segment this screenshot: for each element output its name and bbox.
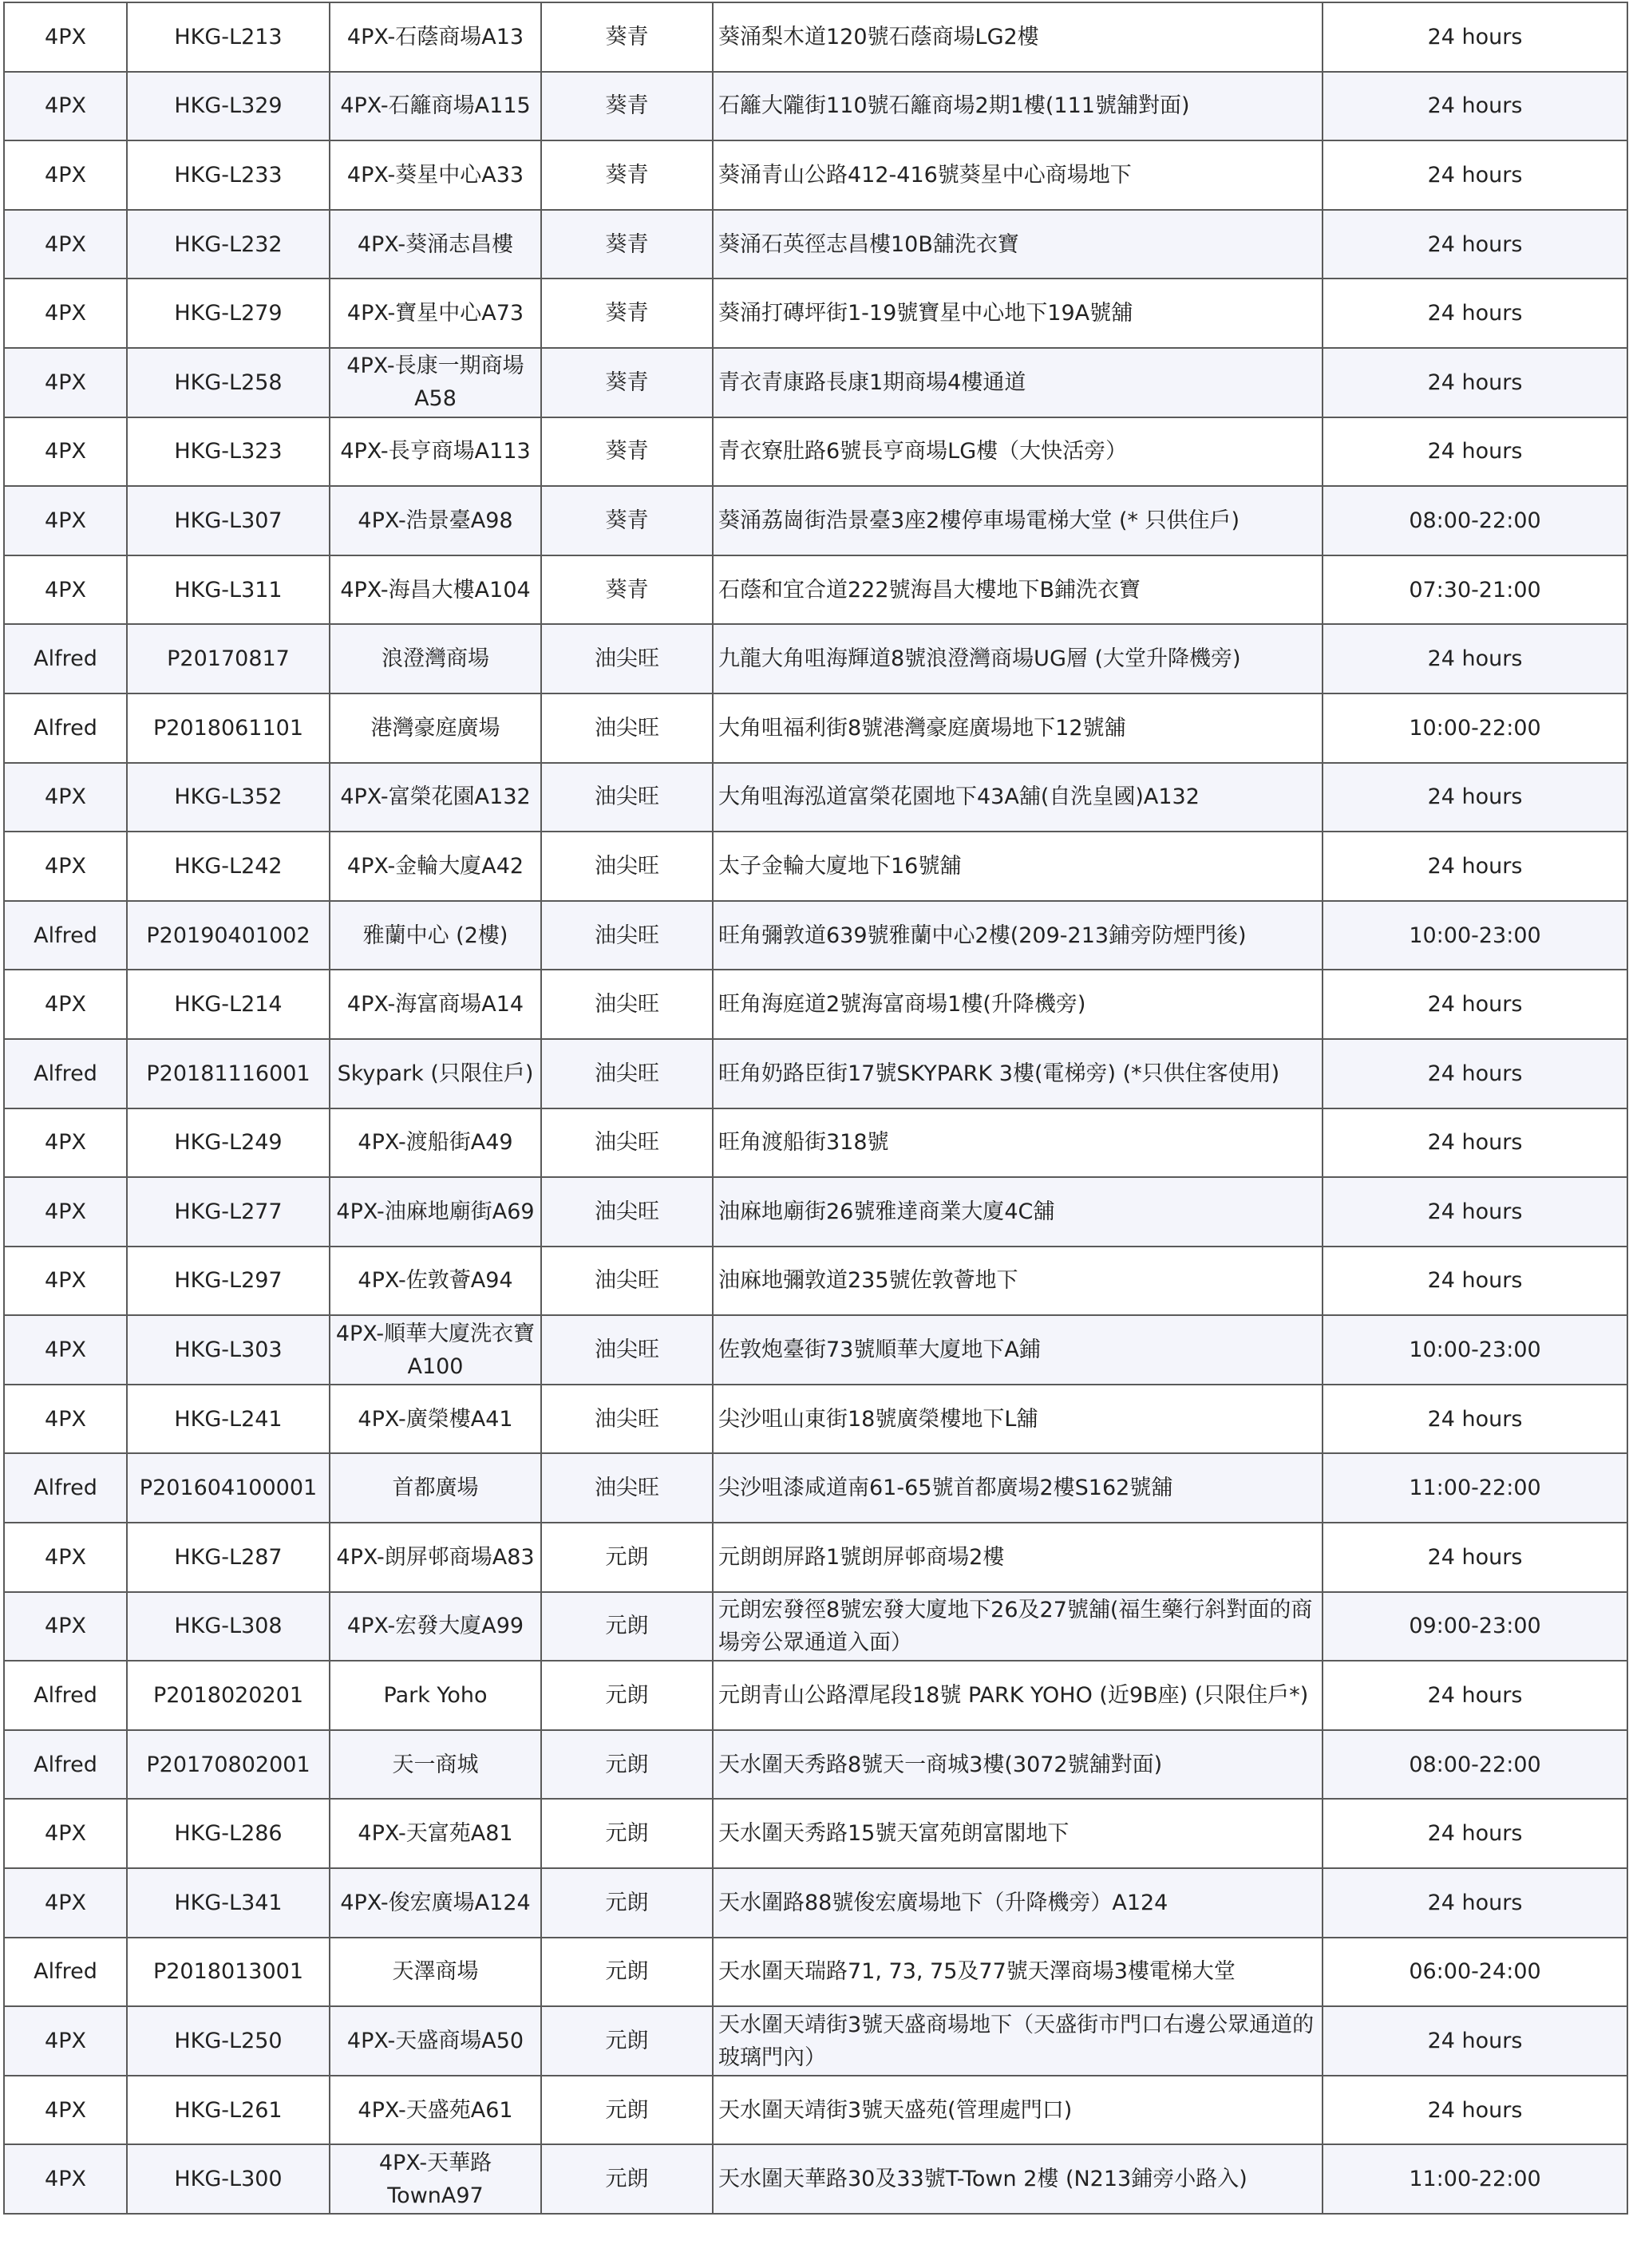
table-row [4,832,1627,901]
district-cell: 元朗 [541,1592,713,1661]
locker-name-cell: 4PX-廣榮樓A41 [330,1385,541,1454]
locker-name-cell: Skypark (只限住戶) [330,1039,541,1108]
opening-hours-cell: 10:00-23:00 [1323,901,1627,970]
district-cell: 油尖旺 [541,1247,713,1316]
locker-code-cell: P2018013001 [127,1938,330,2007]
opening-hours-cell: 24 hours [1323,210,1627,279]
district-cell: 油尖旺 [541,763,713,832]
address-cell: 天水圍天靖街3號天盛苑(管理處門口) [713,2076,1323,2145]
address-cell: 青衣青康路長康1期商場4樓通道 [713,348,1323,417]
locker-code-cell: HKG-L214 [127,970,330,1039]
table-row [4,901,1627,970]
locker-name-cell: 4PX-天盛苑A61 [330,2076,541,2145]
locker-name-cell: 浪澄灣商場 [330,624,541,693]
table-row [4,2076,1627,2145]
locker-name-cell: 4PX-天盛商場A50 [330,2006,541,2076]
locker-name-cell: 4PX-金輪大廈A42 [330,832,541,901]
address-cell: 佐敦炮臺街73號順華大廈地下A鋪 [713,1315,1323,1385]
opening-hours-cell: 08:00-22:00 [1323,1730,1627,1800]
table-row [4,1730,1627,1800]
provider-cell: 4PX [4,140,127,210]
address-cell: 石籬大隴街110號石籬商場2期1樓(111號舖對面) [713,72,1323,141]
locker-name-cell: 天澤商場 [330,1938,541,2007]
address-cell: 油麻地彌敦道235號佐敦薈地下 [713,1247,1323,1316]
provider-cell: Alfred [4,1039,127,1108]
address-cell: 大角咀福利街8號港灣豪庭廣場地下12號舖 [713,693,1323,763]
table-row [4,486,1627,555]
address-cell: 旺角海庭道2號海富商場1樓(升降機旁) [713,970,1323,1039]
table-row [4,555,1627,625]
district-cell: 元朗 [541,1730,713,1800]
opening-hours-cell: 09:00-23:00 [1323,1592,1627,1661]
address-cell: 大角咀海泓道富榮花園地下43A舖(自洗皇國)A132 [713,763,1323,832]
provider-cell: 4PX [4,1592,127,1661]
provider-cell: 4PX [4,2006,127,2076]
opening-hours-cell: 24 hours [1323,1523,1627,1592]
locker-code-cell: HKG-L323 [127,417,330,487]
provider-cell: 4PX [4,279,127,348]
district-cell: 元朗 [541,1523,713,1592]
district-cell: 葵青 [541,486,713,555]
provider-cell: 4PX [4,1247,127,1316]
address-cell: 天水圍天秀路15號天富苑朗富閣地下 [713,1799,1323,1868]
table-row [4,1108,1627,1178]
district-cell: 油尖旺 [541,1315,713,1385]
provider-cell: 4PX [4,1108,127,1178]
opening-hours-cell: 24 hours [1323,140,1627,210]
district-cell: 葵青 [541,72,713,141]
table-row [4,140,1627,210]
provider-cell: 4PX [4,1868,127,1938]
locker-code-cell: HKG-L329 [127,72,330,141]
address-cell: 天水圍天秀路8號天一商城3樓(3072號舖對面) [713,1730,1323,1800]
provider-cell: 4PX [4,1799,127,1868]
opening-hours-cell: 24 hours [1323,1868,1627,1938]
locker-code-cell: HKG-L232 [127,210,330,279]
locker-code-cell: HKG-L242 [127,832,330,901]
locker-code-cell: P20170817 [127,624,330,693]
district-cell: 葵青 [541,279,713,348]
opening-hours-cell: 24 hours [1323,1108,1627,1178]
table-row [4,624,1627,693]
district-cell: 油尖旺 [541,693,713,763]
locker-name-cell: 4PX-油麻地廟街A69 [330,1177,541,1247]
locker-name-cell: 4PX-宏發大廈A99 [330,1592,541,1661]
table-row [4,279,1627,348]
provider-cell: Alfred [4,693,127,763]
address-cell: 旺角渡船街318號 [713,1108,1323,1178]
locker-code-cell: HKG-L213 [127,2,330,72]
address-cell: 旺角彌敦道639號雅蘭中心2樓(209-213鋪旁防煙門後) [713,901,1323,970]
district-cell: 葵青 [541,210,713,279]
locker-name-cell: 雅蘭中心 (2樓) [330,901,541,970]
address-cell: 天水圍天華路30及33號T-Town 2樓 (N213鋪旁小路入) [713,2144,1323,2214]
opening-hours-cell: 24 hours [1323,624,1627,693]
table-row [4,693,1627,763]
table-row [4,2144,1627,2214]
opening-hours-cell: 10:00-23:00 [1323,1315,1627,1385]
address-cell: 旺角奶路臣街17號SKYPARK 3樓(電梯旁) (*只供住客使用) [713,1039,1323,1108]
address-cell: 葵涌梨木道120號石蔭商場LG2樓 [713,2,1323,72]
table-row [4,417,1627,487]
provider-cell: 4PX [4,832,127,901]
district-cell: 油尖旺 [541,1177,713,1247]
locker-code-cell: HKG-L307 [127,486,330,555]
district-cell: 油尖旺 [541,1039,713,1108]
locker-code-cell: HKG-L277 [127,1177,330,1247]
locker-code-cell: HKG-L311 [127,555,330,625]
table-row [4,1247,1627,1316]
address-cell: 葵涌石英徑志昌樓10B舖洗衣寶 [713,210,1323,279]
opening-hours-cell: 11:00-22:00 [1323,1453,1627,1523]
provider-cell: Alfred [4,901,127,970]
provider-cell: 4PX [4,763,127,832]
opening-hours-cell: 24 hours [1323,1247,1627,1316]
opening-hours-cell: 24 hours [1323,832,1627,901]
opening-hours-cell: 24 hours [1323,1039,1627,1108]
table-row [4,2006,1627,2076]
locker-name-cell: 4PX-長康一期商場A58 [330,348,541,417]
opening-hours-cell: 24 hours [1323,1661,1627,1730]
locker-name-cell: 4PX-俊宏廣場A124 [330,1868,541,1938]
address-cell: 元朗青山公路潭尾段18號 PARK YOHO (近9B座) (只限住戶*) [713,1661,1323,1730]
locker-code-cell: P20181116001 [127,1039,330,1108]
locker-code-cell: P2018061101 [127,693,330,763]
table-row [4,1868,1627,1938]
address-cell: 元朗宏發徑8號宏發大廈地下26及27號舖(福生藥行斜對面的商場旁公眾通道入面） [713,1592,1323,1661]
opening-hours-cell: 24 hours [1323,970,1627,1039]
locker-name-cell: 4PX-渡船街A49 [330,1108,541,1178]
district-cell: 油尖旺 [541,970,713,1039]
opening-hours-cell: 24 hours [1323,72,1627,141]
district-cell: 元朗 [541,1799,713,1868]
provider-cell: 4PX [4,210,127,279]
locker-name-cell: 4PX-浩景臺A98 [330,486,541,555]
provider-cell: Alfred [4,624,127,693]
provider-cell: 4PX [4,417,127,487]
table-row [4,1039,1627,1108]
locker-code-cell: HKG-L300 [127,2144,330,2214]
locker-code-cell: HKG-L352 [127,763,330,832]
table-row [4,348,1627,417]
locker-code-cell: HKG-L261 [127,2076,330,2145]
table-row [4,210,1627,279]
locker-code-cell: HKG-L308 [127,1592,330,1661]
opening-hours-cell: 06:00-24:00 [1323,1938,1627,2007]
locker-name-cell: 4PX-順華大廈洗衣寶A100 [330,1315,541,1385]
locker-name-cell: 4PX-寶星中心A73 [330,279,541,348]
provider-cell: 4PX [4,348,127,417]
provider-cell: 4PX [4,970,127,1039]
locker-code-cell: HKG-L287 [127,1523,330,1592]
locker-code-cell: P2018020201 [127,1661,330,1730]
locker-name-cell: 4PX-葵星中心A33 [330,140,541,210]
locker-code-cell: HKG-L341 [127,1868,330,1938]
address-cell: 天水圍天瑞路71, 73, 75及77號天澤商場3樓電梯大堂 [713,1938,1323,2007]
locker-code-cell: HKG-L286 [127,1799,330,1868]
provider-cell: Alfred [4,1453,127,1523]
locker-name-cell: 4PX-葵涌志昌樓 [330,210,541,279]
address-cell: 天水圍路88號俊宏廣場地下（升降機旁）A124 [713,1868,1323,1938]
table-row [4,763,1627,832]
table-row [4,1661,1627,1730]
district-cell: 元朗 [541,1868,713,1938]
provider-cell: Alfred [4,1661,127,1730]
district-cell: 葵青 [541,417,713,487]
locker-code-cell: HKG-L258 [127,348,330,417]
address-cell: 青衣寮肚路6號長亨商場LG樓（大快活旁） [713,417,1323,487]
table-row [4,1938,1627,2007]
opening-hours-cell: 24 hours [1323,2006,1627,2076]
locker-code-cell: P20170802001 [127,1730,330,1800]
provider-cell: 4PX [4,2144,127,2214]
district-cell: 葵青 [541,348,713,417]
table-row [4,1592,1627,1661]
district-cell: 元朗 [541,1938,713,2007]
district-cell: 葵青 [541,2,713,72]
table-row [4,72,1627,141]
locker-location-table [3,2,1628,2215]
locker-name-cell: 4PX-佐敦薈A94 [330,1247,541,1316]
provider-cell: 4PX [4,72,127,141]
locker-name-cell: Park Yoho [330,1661,541,1730]
provider-cell: 4PX [4,2,127,72]
locker-name-cell: 4PX-海富商場A14 [330,970,541,1039]
opening-hours-cell: 08:00-22:00 [1323,486,1627,555]
table-body [4,2,1627,2214]
locker-code-cell: HKG-L279 [127,279,330,348]
opening-hours-cell: 24 hours [1323,2076,1627,2145]
locker-code-cell: HKG-L241 [127,1385,330,1454]
locker-name-cell: 天一商城 [330,1730,541,1800]
provider-cell: 4PX [4,1315,127,1385]
table-row [4,1799,1627,1868]
address-cell: 葵涌荔崗街浩景臺3座2樓停車場電梯大堂 (* 只供住戶) [713,486,1323,555]
address-cell: 九龍大角咀海輝道8號浪澄灣商場UG層 (大堂升降機旁) [713,624,1323,693]
locker-name-cell: 4PX-長亨商場A113 [330,417,541,487]
table-row [4,970,1627,1039]
provider-cell: 4PX [4,1523,127,1592]
district-cell: 油尖旺 [541,1385,713,1454]
locker-name-cell: 4PX-朗屏邨商場A83 [330,1523,541,1592]
address-cell: 葵涌打磚坪街1-19號寶星中心地下19A號舖 [713,279,1323,348]
locker-code-cell: P201604100001 [127,1453,330,1523]
opening-hours-cell: 24 hours [1323,1385,1627,1454]
provider-cell: 4PX [4,1385,127,1454]
locker-name-cell: 4PX-天富苑A81 [330,1799,541,1868]
provider-cell: 4PX [4,555,127,625]
table-row [4,1523,1627,1592]
opening-hours-cell: 24 hours [1323,1799,1627,1868]
locker-name-cell: 首都廣場 [330,1453,541,1523]
address-cell: 太子金輪大廈地下16號舖 [713,832,1323,901]
locker-name-cell: 4PX-海昌大樓A104 [330,555,541,625]
district-cell: 油尖旺 [541,1108,713,1178]
opening-hours-cell: 24 hours [1323,348,1627,417]
opening-hours-cell: 10:00-22:00 [1323,693,1627,763]
locker-name-cell: 4PX-石蔭商場A13 [330,2,541,72]
provider-cell: Alfred [4,1938,127,2007]
locker-name-cell: 4PX-石籬商場A115 [330,72,541,141]
opening-hours-cell: 24 hours [1323,1177,1627,1247]
district-cell: 元朗 [541,2144,713,2214]
table-row [4,2,1627,72]
district-cell: 葵青 [541,555,713,625]
address-cell: 石蔭和宜合道222號海昌大樓地下B鋪洗衣寶 [713,555,1323,625]
district-cell: 油尖旺 [541,624,713,693]
district-cell: 葵青 [541,140,713,210]
opening-hours-cell: 24 hours [1323,763,1627,832]
table-row [4,1385,1627,1454]
locker-code-cell: HKG-L249 [127,1108,330,1178]
table-row [4,1315,1627,1385]
district-cell: 元朗 [541,2076,713,2145]
provider-cell: 4PX [4,2076,127,2145]
address-cell: 葵涌青山公路412-416號葵星中心商場地下 [713,140,1323,210]
table-row [4,1177,1627,1247]
provider-cell: 4PX [4,486,127,555]
locker-name-cell: 4PX-天華路TownA97 [330,2144,541,2214]
locker-code-cell: HKG-L250 [127,2006,330,2076]
opening-hours-cell: 07:30-21:00 [1323,555,1627,625]
opening-hours-cell: 24 hours [1323,279,1627,348]
opening-hours-cell: 11:00-22:00 [1323,2144,1627,2214]
address-cell: 尖沙咀漆咸道南61-65號首都廣場2樓S162號舖 [713,1453,1323,1523]
opening-hours-cell: 24 hours [1323,417,1627,487]
district-cell: 油尖旺 [541,901,713,970]
locker-name-cell: 港灣豪庭廣場 [330,693,541,763]
address-cell: 油麻地廟街26號雅達商業大廈4C舖 [713,1177,1323,1247]
table-row [4,1453,1627,1523]
locker-code-cell: HKG-L297 [127,1247,330,1316]
locker-code-cell: HKG-L233 [127,140,330,210]
address-cell: 尖沙咀山東街18號廣榮樓地下L舖 [713,1385,1323,1454]
district-cell: 油尖旺 [541,1453,713,1523]
provider-cell: 4PX [4,1177,127,1247]
address-cell: 元朗朗屏路1號朗屏邨商場2樓 [713,1523,1323,1592]
district-cell: 油尖旺 [541,832,713,901]
provider-cell: Alfred [4,1730,127,1800]
district-cell: 元朗 [541,2006,713,2076]
opening-hours-cell: 24 hours [1323,2,1627,72]
locker-name-cell: 4PX-富榮花園A132 [330,763,541,832]
address-cell: 天水圍天靖街3號天盛商場地下（天盛街市門口右邊公眾通道的玻璃門內） [713,2006,1323,2076]
locker-code-cell: P20190401002 [127,901,330,970]
locker-code-cell: HKG-L303 [127,1315,330,1385]
district-cell: 元朗 [541,1661,713,1730]
